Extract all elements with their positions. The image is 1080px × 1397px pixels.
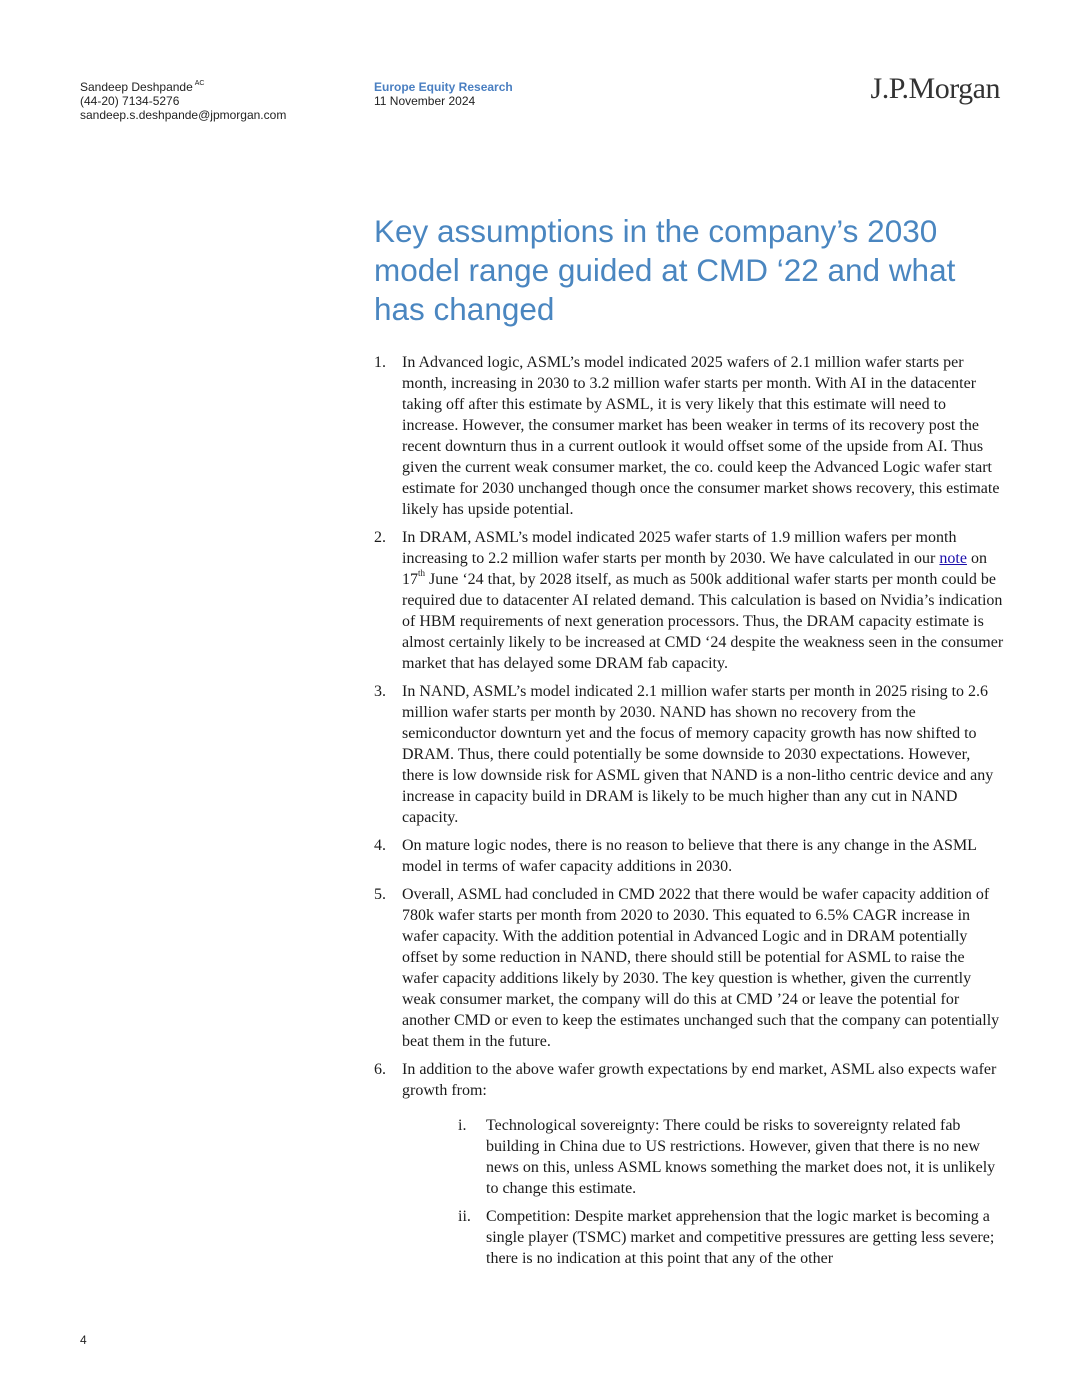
sub-list-item [458, 1115, 1004, 1199]
list-item-text: on 17 [402, 550, 987, 588]
author-phone: (44-20) 7134-5276 [80, 94, 180, 108]
list-item-number: 4. [374, 837, 386, 854]
report-meta [374, 80, 513, 108]
list-item-number: 2. [374, 529, 386, 546]
list-item-text: June ‘24 that, by 2028 itself, as much as 500k additional wafer starts per month could be required due to datacenter AI related demand. This calculation is based on Nvidia’s indication of HBM requirements of next generation processors. Thus, the DRAM capacity estimate is almost certainly likely to be increased at CMD ‘24 despite the weakness seen in the consumer market that has delayed some DRAM fab capacity. [402, 571, 1004, 672]
jpmorgan-logo: J.P.Morgan [870, 72, 1000, 105]
page-number: 4 [80, 1333, 87, 1347]
assumptions-list [374, 352, 1004, 1276]
note-link[interactable]: note [939, 550, 967, 567]
sub-list-item [458, 1206, 1004, 1269]
list-item-text: In NAND, ASML’s model indicated 2.1 million wafer starts per month in 2025 rising to 2.6 million wafer starts per month by 2030. NAND has shown no recovery from the semiconductor downturn yet and the focus of memory capacity growth has now shifted to DRAM. Thus, there could potentially be some downside to 2030 expectations. However, there is low downside risk for ASML given that NAND is a non-litho centric device and any increase in capacity build in DRAM is likely to be much higher than any cut in NAND capacity. [402, 683, 994, 826]
list-item-number: 6. [374, 1061, 386, 1078]
list-item-text: In DRAM, ASML’s model indicated 2025 wafer starts of 1.9 million wafers per month increasing to 2.2 million wafer starts per month by 2030. We have calculated in our [402, 529, 957, 567]
sub-list-item-number: ii. [458, 1208, 471, 1225]
author-name: Sandeep Deshpande $^{AC}$ [80, 80, 205, 94]
author-email[interactable]: sandeep.s.deshpande@jpmorgan.com [80, 108, 287, 122]
list-item-text: On mature logic nodes, there is no reason to believe that there is any change in the ASML model in terms of wafer capacity additions in 2030. [402, 837, 977, 875]
list-item-text: In addition to the above wafer growth expectations by end market, ASML also expects wafer growth from: [402, 1061, 997, 1099]
sub-list-item-text: Competition: Despite market apprehension that the logic market is becoming a single player (TSMC) market and competitive pressures are getting less severe; there is no indication at this point that any of the other [486, 1208, 995, 1267]
report-date: 11 November 2024 [374, 94, 476, 108]
list-item [374, 835, 1004, 877]
list-item [374, 884, 1004, 1052]
list-item [374, 352, 1004, 520]
list-item-text: In Advanced logic, ASML’s model indicated 2025 wafers of 2.1 million wafer starts per month, increasing in 2030 to 3.2 million wafer starts per month. With AI in the datacenter taking off after this estimate by ASML, it is very likely that this estimate will need to increase. However, the consumer market has been weaker in terms of its recovery post the recent downturn thus in a current outlook it would offset some of the upside from AI. Thus given the current weak consumer market, the co. could keep the Advanced Logic wafer start estimate for 2030 unchanged though once the consumer market shows recovery, this estimate likely has upside potential. [402, 354, 1000, 518]
list-item-text: Overall, ASML had concluded in CMD 2022 that there would be wafer capacity addition of 780k wafer starts per month from 2020 to 2030. This equated to 6.5% CAGR increase in wafer capacity. With the addition potential in Advanced Logic and in DRAM potentially offset by some reduction in NAND, there should still be potential for ASML to raise the wafer capacity additions likely by 2030. The key question is whether, given the currently weak consumer market, the company will do this at CMD ’24 or leave the potential for another CMD or even to keep the estimates unchanged such that the company can potentially beat them in the future. [402, 886, 1000, 1050]
sub-list-item-number: i. [458, 1117, 467, 1134]
list-item [374, 681, 1004, 828]
list-item-number: 1. [374, 354, 386, 371]
analyst-certification-mark: AC [194, 80, 205, 87]
page-title: Key assumptions in the company’s 2030 model range guided at CMD ‘22 and what has changed [374, 213, 956, 327]
report-series: Europe Equity Research [374, 80, 513, 94]
list-item [374, 527, 1004, 674]
ordinal-suffix: th [418, 568, 426, 578]
list-item [374, 1059, 1004, 1269]
wafer-growth-sources-list [402, 1115, 1004, 1269]
list-item-number: 5. [374, 886, 386, 903]
author-block [80, 80, 286, 122]
list-item-number: 3. [374, 683, 386, 700]
sub-list-item-text: Technological sovereignty: There could be risks to sovereignty related fab building in China due to US restrictions. However, given that there is no new news on this, unless ASML knows something the market does not, it is unlikely to change this estimate. [486, 1117, 996, 1197]
